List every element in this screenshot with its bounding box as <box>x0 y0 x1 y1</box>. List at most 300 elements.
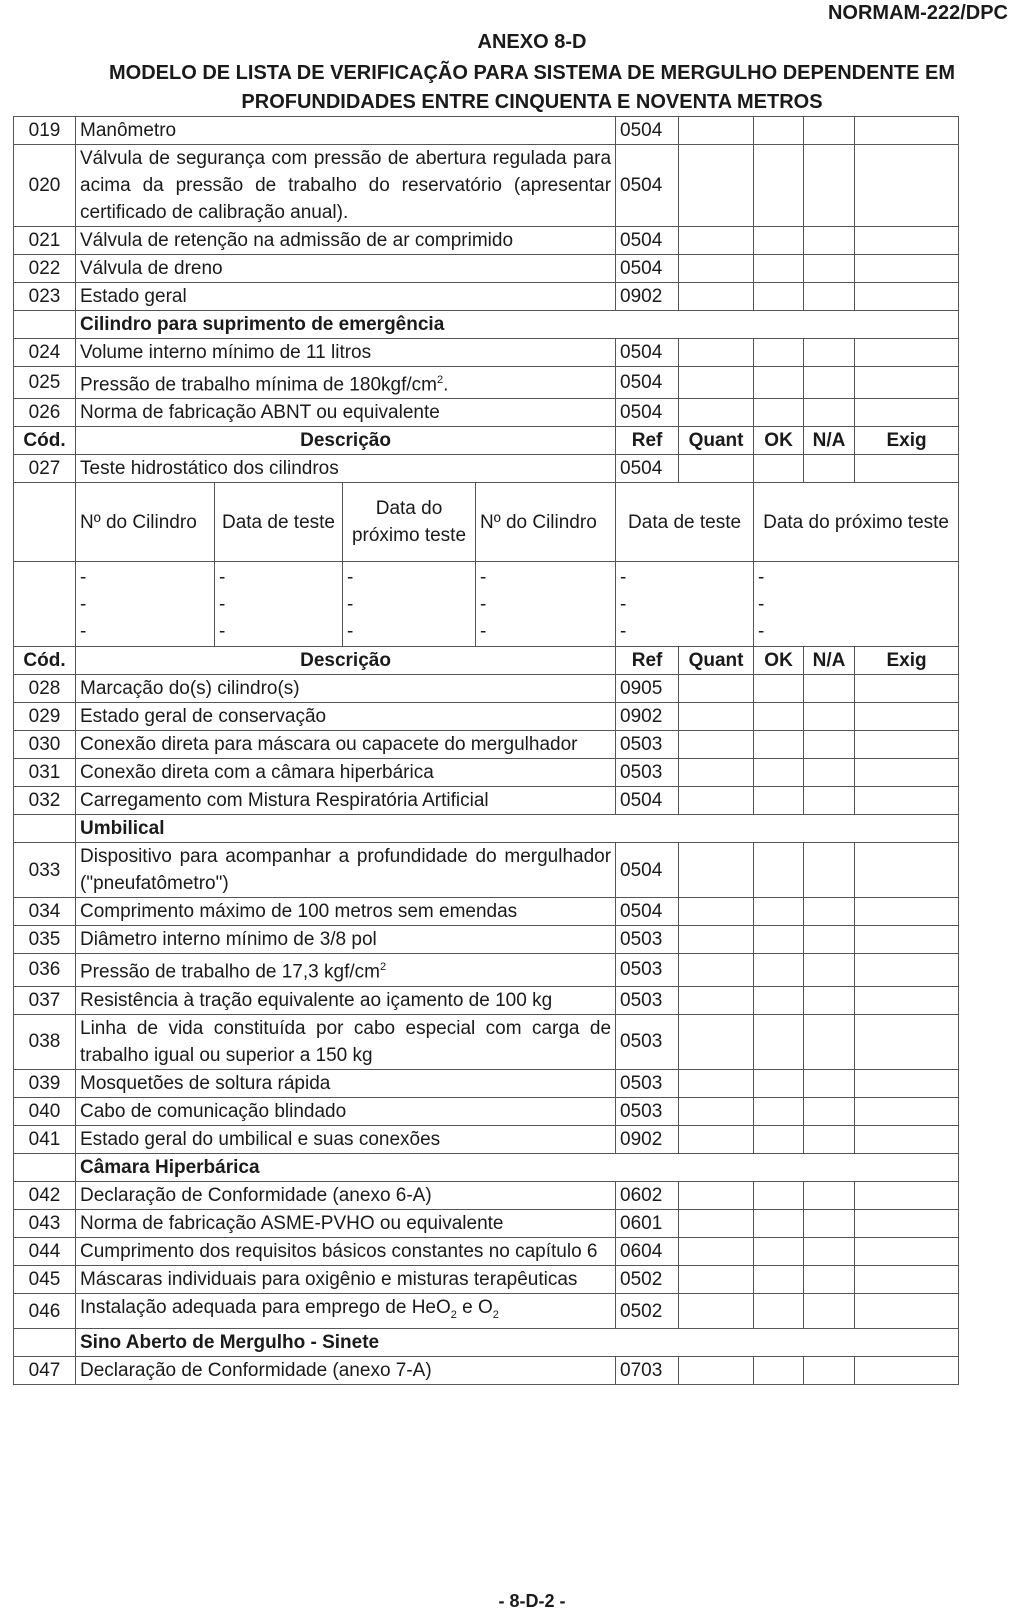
row-code: 022 <box>14 255 76 283</box>
quant-cell[interactable] <box>679 1265 754 1293</box>
quant-cell[interactable] <box>679 731 754 759</box>
table-row <box>14 675 959 703</box>
na-cell[interactable] <box>804 1125 855 1153</box>
na-cell[interactable] <box>804 455 855 483</box>
document-code: NORMAM-222/DPC <box>827 2 1008 24</box>
section-row <box>14 1329 959 1357</box>
column-header-row <box>14 427 959 455</box>
empty-code-cell <box>14 562 76 647</box>
next-test-date-cell[interactable] <box>343 562 476 647</box>
annex-title: ANEXO 8-D <box>477 31 587 53</box>
exig-cell[interactable] <box>855 954 959 986</box>
row-description: Conexão direta com a câmara hiperbárica <box>76 759 616 787</box>
quant-cell[interactable] <box>679 954 754 986</box>
subscript-2: 2 <box>492 1308 499 1321</box>
exig-cell[interactable] <box>855 367 959 399</box>
row-description: Mosquetões de soltura rápida <box>76 1069 616 1097</box>
header-na: N/A <box>804 647 855 675</box>
dash: - <box>480 566 487 588</box>
header-exig: Exig <box>855 427 959 455</box>
exig-cell[interactable] <box>855 1125 959 1153</box>
superscript: 2 <box>436 374 444 386</box>
quant-cell[interactable] <box>679 283 754 311</box>
exig-cell[interactable] <box>855 787 959 815</box>
row-ref: 0703 <box>616 1357 679 1385</box>
exig-cell[interactable] <box>855 703 959 731</box>
quant-cell[interactable] <box>679 1125 754 1153</box>
dash: - <box>219 593 226 615</box>
row-ref: 0504 <box>616 399 679 427</box>
dash: - <box>758 593 765 615</box>
desc-text-2: e O <box>456 1296 493 1318</box>
dash: - <box>480 593 487 615</box>
ok-cell[interactable] <box>754 675 804 703</box>
na-cell[interactable] <box>804 1014 855 1069</box>
cylinder-header-row <box>14 483 959 562</box>
row-ref: 0503 <box>616 986 679 1014</box>
exig-cell[interactable] <box>855 1237 959 1265</box>
superscript: 2 <box>379 961 387 974</box>
desc-text: Pressão de trabalho de 17,3 kgf/cm <box>80 961 380 983</box>
cylinder-number-header-2: Nº do Cilindro <box>476 483 616 562</box>
na-cell[interactable] <box>804 1209 855 1237</box>
row-description: Cabo de comunicação blindado <box>76 1097 616 1125</box>
row-code: 023 <box>14 283 76 311</box>
row-description: Cumprimento dos requisitos básicos constantes no capítulo 6 <box>76 1237 616 1265</box>
dash: - <box>219 566 226 588</box>
row-code: 045 <box>14 1265 76 1293</box>
next-test-date-cell-2[interactable] <box>754 562 959 647</box>
row-ref: 0503 <box>616 1014 679 1069</box>
dash: - <box>620 593 627 615</box>
row-description <box>76 1293 616 1329</box>
row-code: 035 <box>14 926 76 954</box>
na-cell[interactable] <box>804 399 855 427</box>
row-ref: 0902 <box>616 283 679 311</box>
row-code: 038 <box>14 1014 76 1069</box>
na-cell[interactable] <box>804 759 855 787</box>
ok-cell[interactable] <box>754 1357 804 1385</box>
table-row <box>14 367 959 399</box>
row-ref: 0504 <box>616 367 679 399</box>
table-row <box>14 255 959 283</box>
row-ref: 0504 <box>616 145 679 227</box>
test-date-cell[interactable] <box>215 562 343 647</box>
row-code: 028 <box>14 675 76 703</box>
ok-cell[interactable] <box>754 986 804 1014</box>
row-ref: 0905 <box>616 675 679 703</box>
quant-cell[interactable] <box>679 675 754 703</box>
row-code: 039 <box>14 1069 76 1097</box>
quant-cell[interactable] <box>679 1237 754 1265</box>
quant-cell[interactable] <box>679 455 754 483</box>
na-cell[interactable] <box>804 367 855 399</box>
row-description: Marcação do(s) cilindro(s) <box>76 675 616 703</box>
table-row <box>14 1069 959 1097</box>
row-code: 047 <box>14 1357 76 1385</box>
row-description: Conexão direta para máscara ou capacete do mergulhador <box>76 731 616 759</box>
na-cell[interactable] <box>804 731 855 759</box>
row-ref: 0504 <box>616 455 679 483</box>
exig-cell[interactable] <box>855 1181 959 1209</box>
row-code: 044 <box>14 1237 76 1265</box>
table-row <box>14 145 959 227</box>
quant-cell[interactable] <box>679 1014 754 1069</box>
exig-cell[interactable] <box>855 283 959 311</box>
document-title <box>58 59 1006 117</box>
row-code: 040 <box>14 1097 76 1125</box>
table-row <box>14 1014 959 1069</box>
quant-cell[interactable] <box>679 339 754 367</box>
table-row <box>14 843 959 898</box>
checklist-table <box>13 116 959 1385</box>
row-description: Estado geral de conservação <box>76 703 616 731</box>
na-cell[interactable] <box>804 1293 855 1329</box>
ok-cell[interactable] <box>754 1293 804 1329</box>
section-code-cell <box>14 1329 76 1357</box>
cylinder-data-row <box>14 562 959 647</box>
ok-cell[interactable] <box>754 1125 804 1153</box>
ok-cell[interactable] <box>754 399 804 427</box>
section-heading: Sino Aberto de Mergulho - Sinete <box>76 1329 959 1357</box>
na-cell[interactable] <box>804 1265 855 1293</box>
row-ref: 0504 <box>616 117 679 145</box>
quant-cell[interactable] <box>679 1097 754 1125</box>
row-description: Declaração de Conformidade (anexo 7-A) <box>76 1357 616 1385</box>
section-code-cell <box>14 815 76 843</box>
na-cell[interactable] <box>804 255 855 283</box>
ok-cell[interactable] <box>754 954 804 986</box>
row-code: 019 <box>14 117 76 145</box>
ok-cell[interactable] <box>754 1181 804 1209</box>
table-row <box>14 399 959 427</box>
exig-cell[interactable] <box>855 145 959 227</box>
exig-cell[interactable] <box>855 1357 959 1385</box>
na-cell[interactable] <box>804 954 855 986</box>
na-cell[interactable] <box>804 117 855 145</box>
row-code: 027 <box>14 455 76 483</box>
row-ref: 0503 <box>616 1097 679 1125</box>
dash: - <box>758 566 765 588</box>
row-description: Declaração de Conformidade (anexo 6-A) <box>76 1181 616 1209</box>
exig-cell[interactable] <box>855 1097 959 1125</box>
ok-cell[interactable] <box>754 731 804 759</box>
header-description: Descrição <box>76 427 616 455</box>
section-code-cell <box>14 311 76 339</box>
page-number: - 8-D-2 - <box>498 1591 566 1611</box>
row-description: Válvula de retenção na admissão de ar comprimido <box>76 227 616 255</box>
exig-cell[interactable] <box>855 986 959 1014</box>
exig-cell[interactable] <box>855 1014 959 1069</box>
row-ref: 0602 <box>616 1181 679 1209</box>
table-row <box>14 117 959 145</box>
exig-cell[interactable] <box>855 759 959 787</box>
header-exig: Exig <box>855 647 959 675</box>
ok-cell[interactable] <box>754 283 804 311</box>
na-cell[interactable] <box>804 1181 855 1209</box>
header-quant: Quant <box>679 427 754 455</box>
section-row <box>14 311 959 339</box>
row-description: Linha de vida constituída por cabo especial com carga de trabalho igual ou superior a 150 kg <box>76 1014 616 1069</box>
ok-cell[interactable] <box>754 843 804 898</box>
test-date-header-2: Data de teste <box>616 483 754 562</box>
row-ref: 0504 <box>616 843 679 898</box>
row-code: 037 <box>14 986 76 1014</box>
ok-cell[interactable] <box>754 1097 804 1125</box>
row-code: 029 <box>14 703 76 731</box>
row-ref: 0504 <box>616 255 679 283</box>
na-cell[interactable] <box>804 986 855 1014</box>
desc-suffix: . <box>443 374 449 396</box>
quant-cell[interactable] <box>679 399 754 427</box>
quant-cell[interactable] <box>679 759 754 787</box>
table-row <box>14 455 959 483</box>
na-cell[interactable] <box>804 339 855 367</box>
table-row <box>14 926 959 954</box>
na-cell[interactable] <box>804 1097 855 1125</box>
exig-cell[interactable] <box>855 731 959 759</box>
row-ref: 0503 <box>616 954 679 986</box>
table-row <box>14 898 959 926</box>
ok-cell[interactable] <box>754 367 804 399</box>
row-ref: 0604 <box>616 1237 679 1265</box>
test-date-header: Data de teste <box>215 483 343 562</box>
table-row <box>14 1125 959 1153</box>
na-cell[interactable] <box>804 1069 855 1097</box>
ok-cell[interactable] <box>754 1069 804 1097</box>
title-line-1: MODELO DE LISTA DE VERIFICAÇÃO PARA SISTEMA DE MERGULHO DEPENDENTE EM <box>109 62 955 84</box>
header-ref: Ref <box>616 647 679 675</box>
quant-cell[interactable] <box>679 926 754 954</box>
section-heading: Umbilical <box>76 815 959 843</box>
row-ref: 0601 <box>616 1209 679 1237</box>
row-description: Carregamento com Mistura Respiratória Artificial <box>76 787 616 815</box>
dash: - <box>80 566 87 588</box>
table-row <box>14 1181 959 1209</box>
quant-cell[interactable] <box>679 1209 754 1237</box>
ok-cell[interactable] <box>754 926 804 954</box>
exig-cell[interactable] <box>855 926 959 954</box>
row-ref: 0504 <box>616 898 679 926</box>
ok-cell[interactable] <box>754 703 804 731</box>
ok-cell[interactable] <box>754 455 804 483</box>
quant-cell[interactable] <box>679 1357 754 1385</box>
quant-cell[interactable] <box>679 703 754 731</box>
row-code: 034 <box>14 898 76 926</box>
ok-cell[interactable] <box>754 145 804 227</box>
dash: - <box>80 593 87 615</box>
table-row <box>14 731 959 759</box>
table-row <box>14 1237 959 1265</box>
row-ref: 0503 <box>616 759 679 787</box>
cylinder-number-cell[interactable] <box>76 562 215 647</box>
desc-text: Pressão de trabalho mínima de 180kgf/cm <box>80 374 437 396</box>
row-description: Máscaras individuais para oxigênio e misturas terapêuticas <box>76 1265 616 1293</box>
na-cell[interactable] <box>804 227 855 255</box>
na-cell[interactable] <box>804 926 855 954</box>
dash: - <box>219 620 226 642</box>
row-code: 041 <box>14 1125 76 1153</box>
exig-cell[interactable] <box>855 399 959 427</box>
ok-cell[interactable] <box>754 787 804 815</box>
row-code: 031 <box>14 759 76 787</box>
quant-cell[interactable] <box>679 1293 754 1329</box>
na-cell[interactable] <box>804 1357 855 1385</box>
exig-cell[interactable] <box>855 117 959 145</box>
na-cell[interactable] <box>804 675 855 703</box>
table-row <box>14 227 959 255</box>
table-row <box>14 986 959 1014</box>
row-ref: 0504 <box>616 227 679 255</box>
header-code: Cód. <box>14 647 76 675</box>
row-description: Norma de fabricação ABNT ou equivalente <box>76 399 616 427</box>
row-code: 024 <box>14 339 76 367</box>
na-cell[interactable] <box>804 703 855 731</box>
exig-cell[interactable] <box>855 339 959 367</box>
na-cell[interactable] <box>804 1237 855 1265</box>
quant-cell[interactable] <box>679 145 754 227</box>
ok-cell[interactable] <box>754 1209 804 1237</box>
section-heading: Cilindro para suprimento de emergência <box>76 311 959 339</box>
section-row <box>14 1153 959 1181</box>
ok-cell[interactable] <box>754 1237 804 1265</box>
quant-cell[interactable] <box>679 227 754 255</box>
row-description: Teste hidrostático dos cilindros <box>76 455 616 483</box>
ok-cell[interactable] <box>754 1014 804 1069</box>
table-row <box>14 787 959 815</box>
row-ref: 0504 <box>616 339 679 367</box>
header-na: N/A <box>804 427 855 455</box>
row-description: Manômetro <box>76 117 616 145</box>
row-ref: 0503 <box>616 1069 679 1097</box>
header-quant: Quant <box>679 647 754 675</box>
column-header-row <box>14 647 959 675</box>
dash: - <box>347 593 354 615</box>
table-row <box>14 283 959 311</box>
row-code: 026 <box>14 399 76 427</box>
exig-cell[interactable] <box>855 227 959 255</box>
ok-cell[interactable] <box>754 339 804 367</box>
ok-cell[interactable] <box>754 227 804 255</box>
subscript: 2 <box>450 1308 457 1321</box>
header-description: Descrição <box>76 647 616 675</box>
exig-cell[interactable] <box>855 675 959 703</box>
header-ok: OK <box>754 647 804 675</box>
cylinder-number-header: Nº do Cilindro <box>76 483 215 562</box>
ok-cell[interactable] <box>754 898 804 926</box>
dash: - <box>620 620 627 642</box>
ok-cell[interactable] <box>754 759 804 787</box>
quant-cell[interactable] <box>679 1069 754 1097</box>
row-code: 030 <box>14 731 76 759</box>
ok-cell[interactable] <box>754 117 804 145</box>
row-ref: 0503 <box>616 731 679 759</box>
exig-cell[interactable] <box>855 1265 959 1293</box>
ok-cell[interactable] <box>754 1265 804 1293</box>
row-code: 046 <box>14 1293 76 1329</box>
row-code: 042 <box>14 1181 76 1209</box>
cylinder-number-cell-2[interactable] <box>476 562 616 647</box>
table-row <box>14 1097 959 1125</box>
dash: - <box>620 566 627 588</box>
exig-cell[interactable] <box>855 1069 959 1097</box>
quant-cell[interactable] <box>679 787 754 815</box>
row-description: Dispositivo para acompanhar a profundidade do mergulhador ("pneufatômetro") <box>76 843 616 898</box>
quant-cell[interactable] <box>679 898 754 926</box>
title-line-2: PROFUNDIDADES ENTRE CINQUENTA E NOVENTA METROS <box>241 91 823 113</box>
row-description: Estado geral do umbilical e suas conexões <box>76 1125 616 1153</box>
quant-cell[interactable] <box>679 1181 754 1209</box>
table-row <box>14 1357 959 1385</box>
row-description: Estado geral <box>76 283 616 311</box>
table-row <box>14 1265 959 1293</box>
header-code: Cód. <box>14 427 76 455</box>
na-cell[interactable] <box>804 898 855 926</box>
table-row <box>14 759 959 787</box>
na-cell[interactable] <box>804 283 855 311</box>
na-cell[interactable] <box>804 843 855 898</box>
exig-cell[interactable] <box>855 1209 959 1237</box>
row-description: Válvula de segurança com pressão de abertura regulada para acima da pressão de trabalho do reservatório (apresentar certificado de calibração anual). <box>76 145 616 227</box>
row-description: Volume interno mínimo de 11 litros <box>76 339 616 367</box>
quant-cell[interactable] <box>679 117 754 145</box>
row-code: 032 <box>14 787 76 815</box>
exig-cell[interactable] <box>855 455 959 483</box>
row-ref: 0502 <box>616 1293 679 1329</box>
header-ref: Ref <box>616 427 679 455</box>
quant-cell[interactable] <box>679 986 754 1014</box>
exig-cell[interactable] <box>855 898 959 926</box>
dash: - <box>347 566 354 588</box>
row-description <box>76 954 616 986</box>
dash: - <box>480 620 487 642</box>
table-row <box>14 1209 959 1237</box>
row-code: 021 <box>14 227 76 255</box>
row-description <box>76 367 616 399</box>
quant-cell[interactable] <box>679 367 754 399</box>
na-cell[interactable] <box>804 145 855 227</box>
dash: - <box>758 620 765 642</box>
table-row <box>14 1293 959 1329</box>
table-row <box>14 954 959 986</box>
row-ref: 0502 <box>616 1265 679 1293</box>
quant-cell[interactable] <box>679 255 754 283</box>
row-ref: 0902 <box>616 1125 679 1153</box>
row-description: Válvula de dreno <box>76 255 616 283</box>
test-date-cell-2[interactable] <box>616 562 754 647</box>
dash: - <box>347 620 354 642</box>
row-description: Comprimento máximo de 100 metros sem emendas <box>76 898 616 926</box>
section-row <box>14 815 959 843</box>
quant-cell[interactable] <box>679 843 754 898</box>
na-cell[interactable] <box>804 787 855 815</box>
row-ref: 0902 <box>616 703 679 731</box>
row-code: 036 <box>14 954 76 986</box>
row-code: 025 <box>14 367 76 399</box>
row-code: 043 <box>14 1209 76 1237</box>
row-description: Norma de fabricação ASME-PVHO ou equivalente <box>76 1209 616 1237</box>
desc-text: Instalação adequada para emprego de HeO <box>80 1296 451 1318</box>
next-test-date-header-2: Data do próximo teste <box>754 483 959 562</box>
exig-cell[interactable] <box>855 255 959 283</box>
ok-cell[interactable] <box>754 255 804 283</box>
row-ref: 0504 <box>616 787 679 815</box>
table-row <box>14 339 959 367</box>
table-row <box>14 703 959 731</box>
row-description: Resistência à tração equivalente ao içamento de 100 kg <box>76 986 616 1014</box>
exig-cell[interactable] <box>855 1293 959 1329</box>
exig-cell[interactable] <box>855 843 959 898</box>
